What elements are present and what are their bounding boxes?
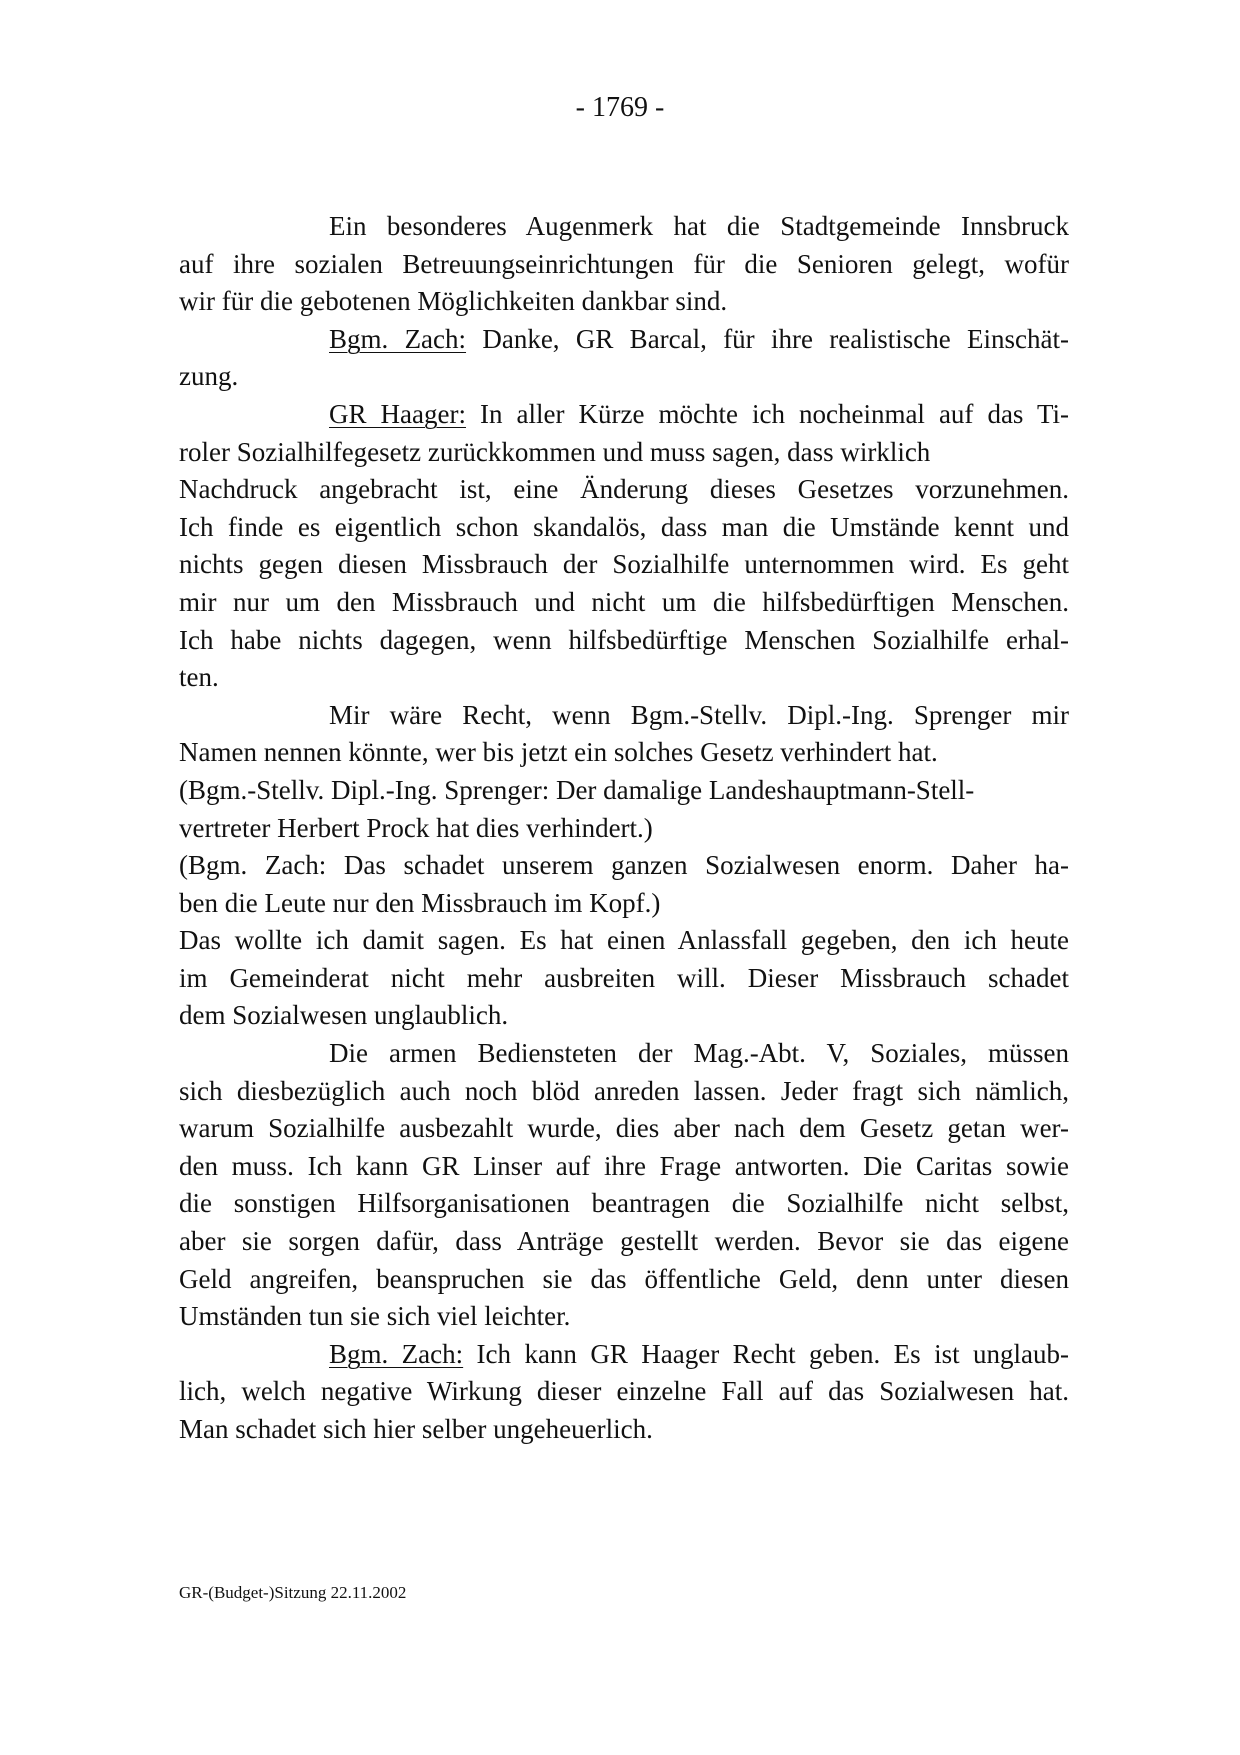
text-line (179, 358, 1069, 396)
text-line (179, 885, 1069, 923)
speaker-label: GR Haager: (329, 398, 466, 429)
page-number: - 1769 - (575, 92, 665, 123)
text-line (179, 810, 1069, 848)
text-line (179, 1373, 1069, 1411)
line-text: Man schadet sich hier selber ungeheuerlich. (179, 1414, 653, 1444)
text-line (179, 509, 1069, 547)
body-text (179, 208, 1069, 1449)
line-text: Danke, GR Barcal, für ihre realistische Einschät- (466, 323, 1069, 354)
text-line (179, 734, 1069, 772)
line-text: vertreter Herbert Prock hat dies verhindert.) (179, 812, 653, 843)
text-line (179, 208, 1069, 246)
line-text: mir nur um den Missbrauch und nicht um die hilfsbedürftigen Menschen. (179, 586, 1069, 617)
line-text: Das wollte ich damit sagen. Es hat einen Anlassfall gegeben, den ich heute (179, 925, 1069, 956)
text-line (179, 246, 1069, 284)
speaker-label: Bgm. Zach: (329, 1338, 464, 1369)
line-text: (Bgm.-Stellv. Dipl.-Ing. Sprenger: Der damalige Landeshauptmann-Stell- (179, 774, 975, 805)
line-text: Ich kann GR Haager Recht geben. Es ist unglaub- (463, 1338, 1069, 1369)
line-text: Ein besonderes Augenmerk hat die Stadtgemeinde Innsbruck (329, 211, 1069, 241)
text-line (179, 997, 1069, 1035)
line-text: lich, welch negative Wirkung dieser einzelne Fall auf das Sozialwesen hat. (179, 1376, 1069, 1407)
text-line (179, 1035, 1069, 1073)
text-line (179, 622, 1069, 660)
line-text: Namen nennen könnte, wer bis jetzt ein solches Gesetz verhindert hat. (179, 737, 938, 768)
line-text: roler Sozialhilfegesetz zurückkommen und muss sagen, dass wirklich (179, 436, 931, 467)
text-line (179, 584, 1069, 622)
text-line (179, 471, 1069, 509)
line-text: den muss. Ich kann GR Linser auf ihre Frage antworten. Die Caritas sowie (179, 1150, 1069, 1181)
text-line (179, 922, 1069, 960)
text-line (179, 1336, 1069, 1374)
page-footer: GR-(Budget-)Sitzung 22.11.2002 (179, 1583, 407, 1602)
speaker-label: Bgm. Zach: (329, 323, 467, 354)
line-text: Ich finde es eigentlich schon skandalös, dass man die Umstände kennt und (179, 511, 1069, 542)
text-line (179, 1298, 1069, 1336)
line-text: Ich habe nichts dagegen, wenn hilfsbedürftige Menschen Sozialhilfe erhal- (179, 624, 1069, 655)
text-line (179, 1223, 1069, 1261)
line-text: nichts gegen diesen Missbrauch der Sozialhilfe unternommen wird. Es geht (179, 549, 1069, 580)
line-text: In aller Kürze möchte ich nocheinmal auf das Ti- (465, 398, 1070, 429)
text-line (179, 960, 1069, 998)
text-line (179, 697, 1069, 735)
line-text: Mir wäre Recht, wenn Bgm.-Stellv. Dipl.-Ing. Sprenger mir (329, 699, 1069, 730)
line-text: aber sie sorgen dafür, dass Anträge gestellt werden. Bevor sie das eigene (179, 1226, 1069, 1257)
line-text: auf ihre sozialen Betreuungseinrichtungen für die Senioren gelegt, wofür (179, 248, 1069, 279)
line-text: ten. (179, 662, 219, 693)
text-line (179, 434, 1069, 472)
line-text: (Bgm. Zach: Das schadet unserem ganzen Sozialwesen enorm. Daher ha- (179, 850, 1069, 881)
text-line (179, 1411, 1069, 1449)
text-line (179, 396, 1069, 434)
line-text: zung. (179, 361, 239, 392)
line-text: Die armen Bediensteten der Mag.-Abt. V, Soziales, müssen (329, 1038, 1069, 1069)
text-line (179, 283, 1069, 321)
text-line (179, 1261, 1069, 1299)
line-text: dem Sozialwesen unglaublich. (179, 1000, 509, 1031)
text-line (179, 1110, 1069, 1148)
text-line (179, 1185, 1069, 1223)
line-text: Umständen tun sie sich viel leichter. (179, 1301, 571, 1332)
text-line (179, 1073, 1069, 1111)
text-line (179, 1148, 1069, 1186)
text-line (179, 546, 1069, 584)
line-text: warum Sozialhilfe ausbezahlt wurde, dies aber nach dem Gesetz getan wer- (179, 1113, 1069, 1144)
text-line (179, 847, 1069, 885)
line-text: die sonstigen Hilfsorganisationen beantragen die Sozialhilfe nicht selbst, (179, 1188, 1069, 1219)
line-text: Nachdruck angebracht ist, eine Änderung dieses Gesetzes vorzunehmen. (179, 474, 1069, 505)
text-line (179, 772, 1069, 810)
line-text: sich diesbezüglich auch noch blöd anreden lassen. Jeder fragt sich nämlich, (179, 1075, 1069, 1106)
line-text: ben die Leute nur den Missbrauch im Kopf.) (179, 887, 661, 918)
text-line (179, 321, 1069, 359)
line-text: wir für die gebotenen Möglichkeiten dankbar sind. (179, 286, 728, 317)
line-text: im Gemeinderat nicht mehr ausbreiten will. Dieser Missbrauch schadet (179, 962, 1069, 993)
line-text: Geld angreifen, beanspruchen sie das öffentliche Geld, denn unter diesen (179, 1263, 1069, 1294)
text-line (179, 659, 1069, 697)
